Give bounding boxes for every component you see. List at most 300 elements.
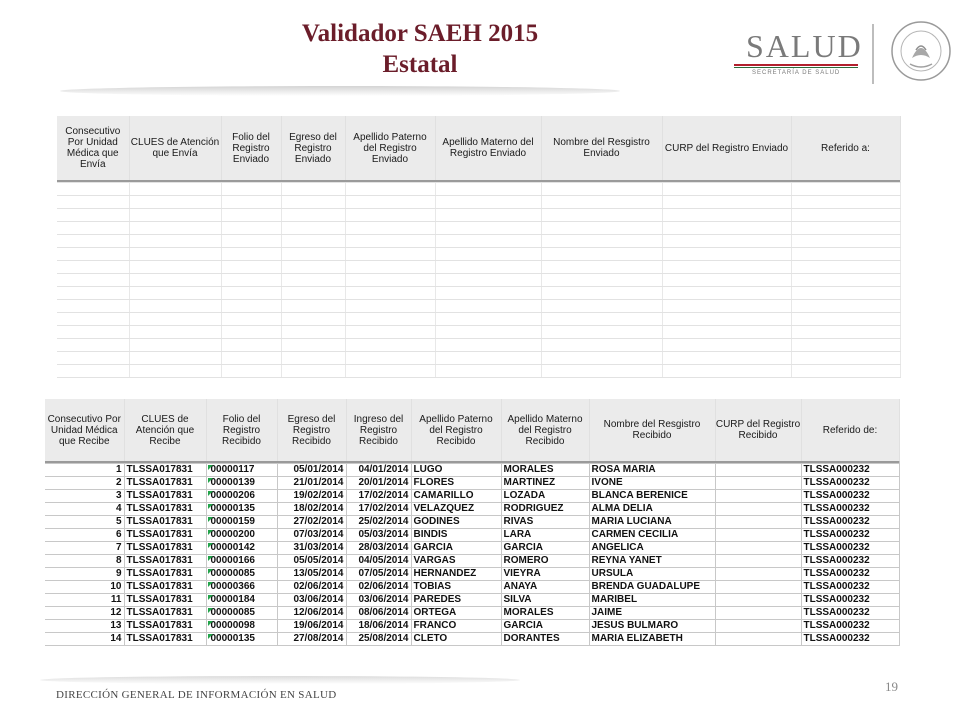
nombre-cell: CARMEN CECILIA <box>589 529 715 542</box>
empty-cell <box>57 209 129 222</box>
empty-cell <box>57 235 129 248</box>
empty-cell <box>435 196 541 209</box>
empty-cell <box>435 261 541 274</box>
clues-cell: TLSSA017831 <box>124 477 206 490</box>
empty-cell <box>221 274 281 287</box>
empty-cell <box>791 196 900 209</box>
apellido-materno-cell: DORANTES <box>501 633 589 646</box>
title-line-1: Validador SAEH 2015 <box>301 20 539 47</box>
row-number-cell: 5 <box>45 516 124 529</box>
sent-header-cell: Consecutivo Por Unidad Médica que Envía <box>57 116 129 180</box>
nombre-cell: REYNA YANET <box>589 555 715 568</box>
empty-cell <box>662 248 791 261</box>
sent-records-table <box>57 116 901 378</box>
empty-cell <box>541 196 662 209</box>
empty-cell <box>435 222 541 235</box>
empty-cell <box>435 183 541 196</box>
empty-cell <box>57 365 129 378</box>
table-row <box>57 196 900 209</box>
logo-wordmark: SALUD <box>746 28 863 64</box>
received-header-cell: Referido de: <box>801 399 899 461</box>
nombre-cell: ALMA DELIA <box>589 503 715 516</box>
clues-cell: TLSSA017831 <box>124 542 206 555</box>
referido-de-cell: TLSSA000232 <box>801 581 899 594</box>
empty-cell <box>662 196 791 209</box>
egreso-date-cell: 19/06/2014 <box>277 620 346 633</box>
table-row <box>45 490 899 503</box>
received-header-cell: Folio del Registro Recibido <box>206 399 277 461</box>
folio-cell <box>206 607 277 620</box>
empty-cell <box>791 313 900 326</box>
empty-cell <box>662 313 791 326</box>
empty-cell <box>541 209 662 222</box>
empty-cell <box>57 313 129 326</box>
apellido-paterno-cell: ORTEGA <box>411 607 501 620</box>
apellido-paterno-cell: CLETO <box>411 633 501 646</box>
sent-header-cell: Apellido Materno del Registro Enviado <box>435 116 541 180</box>
empty-cell <box>57 339 129 352</box>
curp-cell <box>715 607 801 620</box>
logo-green-line <box>734 67 858 68</box>
nombre-cell: URSULA <box>589 568 715 581</box>
folio-cell <box>206 594 277 607</box>
empty-cell <box>129 365 221 378</box>
nombre-cell: IVONE <box>589 477 715 490</box>
received-header-cell: Apellido Materno del Registro Recibido <box>501 399 589 461</box>
clues-cell: TLSSA017831 <box>124 464 206 477</box>
empty-cell <box>221 287 281 300</box>
empty-cell <box>541 222 662 235</box>
logo-red-line <box>734 64 858 66</box>
folio-cell <box>206 516 277 529</box>
row-number-cell: 4 <box>45 503 124 516</box>
received-header-cell: CLUES de Atención que Recibe <box>124 399 206 461</box>
empty-cell <box>791 339 900 352</box>
folio-value: 00000135 <box>210 633 255 644</box>
clues-cell: TLSSA017831 <box>124 503 206 516</box>
table-row <box>57 300 900 313</box>
empty-cell <box>791 235 900 248</box>
empty-cell <box>281 365 345 378</box>
table-row <box>45 620 899 633</box>
apellido-paterno-cell: FLORES <box>411 477 501 490</box>
empty-cell <box>435 313 541 326</box>
table-row <box>45 529 899 542</box>
ingreso-date-cell: 28/03/2014 <box>346 542 411 555</box>
egreso-date-cell: 18/02/2014 <box>277 503 346 516</box>
referido-de-cell: TLSSA000232 <box>801 477 899 490</box>
empty-cell <box>129 235 221 248</box>
sent-header-cell: CLUES de Atención que Envía <box>129 116 221 180</box>
table-row <box>57 287 900 300</box>
referido-de-cell: TLSSA000232 <box>801 607 899 620</box>
empty-cell <box>541 235 662 248</box>
empty-cell <box>281 339 345 352</box>
ingreso-date-cell: 03/06/2014 <box>346 594 411 607</box>
apellido-materno-cell: RIVAS <box>501 516 589 529</box>
empty-cell <box>791 326 900 339</box>
referido-de-cell: TLSSA000232 <box>801 633 899 646</box>
empty-cell <box>129 209 221 222</box>
page-number: 19 <box>885 679 898 694</box>
empty-cell <box>281 352 345 365</box>
ingreso-date-cell: 02/06/2014 <box>346 581 411 594</box>
apellido-materno-cell: ROMERO <box>501 555 589 568</box>
egreso-date-cell: 27/02/2014 <box>277 516 346 529</box>
empty-cell <box>221 352 281 365</box>
nombre-cell: ROSA MARIA <box>589 464 715 477</box>
empty-cell <box>281 274 345 287</box>
egreso-date-cell: 31/03/2014 <box>277 542 346 555</box>
empty-cell <box>221 261 281 274</box>
empty-cell <box>791 274 900 287</box>
nombre-cell: JESUS BULMARO <box>589 620 715 633</box>
empty-cell <box>345 339 435 352</box>
apellido-paterno-cell: HERNANDEZ <box>411 568 501 581</box>
table-row <box>57 248 900 261</box>
clues-cell: TLSSA017831 <box>124 490 206 503</box>
table-row <box>45 633 899 646</box>
cell-marker-icon <box>208 556 213 561</box>
folio-cell <box>206 620 277 633</box>
empty-cell <box>435 235 541 248</box>
egreso-date-cell: 07/03/2014 <box>277 529 346 542</box>
egreso-date-cell: 03/06/2014 <box>277 594 346 607</box>
empty-cell <box>345 183 435 196</box>
empty-cell <box>345 300 435 313</box>
curp-cell <box>715 477 801 490</box>
empty-cell <box>129 287 221 300</box>
empty-cell <box>281 313 345 326</box>
empty-cell <box>791 222 900 235</box>
ingreso-date-cell: 20/01/2014 <box>346 477 411 490</box>
empty-cell <box>345 352 435 365</box>
empty-cell <box>57 261 129 274</box>
apellido-paterno-cell: TOBIAS <box>411 581 501 594</box>
referido-de-cell: TLSSA000232 <box>801 594 899 607</box>
cell-marker-icon <box>208 634 213 639</box>
received-header-cell: CURP del Registro Recibido <box>715 399 801 461</box>
folio-value: 00000184 <box>210 594 255 605</box>
curp-cell <box>715 555 801 568</box>
sent-header-cell: Apellido Paterno del Registro Enviado <box>345 116 435 180</box>
nombre-cell: MARIBEL <box>589 594 715 607</box>
empty-cell <box>662 339 791 352</box>
folio-cell <box>206 490 277 503</box>
apellido-paterno-cell: GODINES <box>411 516 501 529</box>
empty-cell <box>791 183 900 196</box>
folio-cell <box>206 503 277 516</box>
table-row <box>57 222 900 235</box>
empty-cell <box>57 222 129 235</box>
folio-value: 00000135 <box>210 503 255 514</box>
apellido-materno-cell: MORALES <box>501 607 589 620</box>
row-number-cell: 10 <box>45 581 124 594</box>
sent-header-cell: CURP del Registro Enviado <box>662 116 791 180</box>
empty-cell <box>129 339 221 352</box>
empty-cell <box>345 274 435 287</box>
empty-cell <box>662 274 791 287</box>
empty-cell <box>281 326 345 339</box>
folio-cell <box>206 581 277 594</box>
empty-cell <box>662 352 791 365</box>
row-number-cell: 2 <box>45 477 124 490</box>
empty-cell <box>129 196 221 209</box>
empty-cell <box>345 248 435 261</box>
empty-cell <box>435 248 541 261</box>
empty-cell <box>221 196 281 209</box>
curp-cell <box>715 490 801 503</box>
empty-cell <box>221 209 281 222</box>
nombre-cell: BLANCA BERENICE <box>589 490 715 503</box>
clues-cell: TLSSA017831 <box>124 516 206 529</box>
received-header-cell: Apellido Paterno del Registro Recibido <box>411 399 501 461</box>
empty-cell <box>662 183 791 196</box>
folio-cell <box>206 529 277 542</box>
folio-value: 00000366 <box>210 581 255 592</box>
clues-cell: TLSSA017831 <box>124 568 206 581</box>
referido-de-cell: TLSSA000232 <box>801 464 899 477</box>
folio-cell <box>206 464 277 477</box>
cell-marker-icon <box>208 478 213 483</box>
empty-cell <box>129 261 221 274</box>
apellido-paterno-cell: VELAZQUEZ <box>411 503 501 516</box>
table-row <box>57 365 900 378</box>
empty-cell <box>221 222 281 235</box>
apellido-paterno-cell: GARCIA <box>411 542 501 555</box>
ingreso-date-cell: 17/02/2014 <box>346 503 411 516</box>
clues-cell: TLSSA017831 <box>124 594 206 607</box>
folio-value: 00000139 <box>210 477 255 488</box>
folio-value: 00000085 <box>210 568 255 579</box>
apellido-paterno-cell: PAREDES <box>411 594 501 607</box>
ingreso-date-cell: 08/06/2014 <box>346 607 411 620</box>
empty-cell <box>281 196 345 209</box>
table-row <box>45 568 899 581</box>
apellido-materno-cell: MORALES <box>501 464 589 477</box>
row-number-cell: 9 <box>45 568 124 581</box>
nombre-cell: ANGELICA <box>589 542 715 555</box>
apellido-materno-cell: ANAYA <box>501 581 589 594</box>
empty-cell <box>281 183 345 196</box>
folio-value: 00000142 <box>210 542 255 553</box>
sent-header-cell: Nombre del Resgistro Enviado <box>541 116 662 180</box>
empty-cell <box>221 326 281 339</box>
referido-de-cell: TLSSA000232 <box>801 555 899 568</box>
empty-cell <box>57 274 129 287</box>
ingreso-date-cell: 25/02/2014 <box>346 516 411 529</box>
empty-cell <box>435 339 541 352</box>
table-row <box>45 464 899 477</box>
table-row <box>45 594 899 607</box>
egreso-date-cell: 12/06/2014 <box>277 607 346 620</box>
empty-cell <box>541 261 662 274</box>
table-row <box>45 555 899 568</box>
empty-cell <box>662 235 791 248</box>
cell-marker-icon <box>208 608 213 613</box>
salud-logo <box>728 20 953 88</box>
cell-marker-icon <box>208 530 213 535</box>
empty-cell <box>281 209 345 222</box>
table-row <box>57 209 900 222</box>
egreso-date-cell: 05/05/2014 <box>277 555 346 568</box>
nombre-cell: MARIA ELIZABETH <box>589 633 715 646</box>
row-number-cell: 7 <box>45 542 124 555</box>
folio-value: 00000166 <box>210 555 255 566</box>
ingreso-date-cell: 05/03/2014 <box>346 529 411 542</box>
empty-cell <box>791 352 900 365</box>
nombre-cell: MARIA LUCIANA <box>589 516 715 529</box>
empty-cell <box>57 196 129 209</box>
egreso-date-cell: 02/06/2014 <box>277 581 346 594</box>
cell-marker-icon <box>208 543 213 548</box>
empty-cell <box>221 313 281 326</box>
table-row <box>57 326 900 339</box>
curp-cell <box>715 594 801 607</box>
empty-cell <box>345 313 435 326</box>
table-row <box>57 183 900 196</box>
empty-cell <box>345 235 435 248</box>
apellido-paterno-cell: BINDIS <box>411 529 501 542</box>
empty-cell <box>662 261 791 274</box>
apellido-materno-cell: VIEYRA <box>501 568 589 581</box>
table-row <box>45 607 899 620</box>
empty-cell <box>791 365 900 378</box>
curp-cell <box>715 464 801 477</box>
empty-cell <box>345 365 435 378</box>
referido-de-cell: TLSSA000232 <box>801 529 899 542</box>
sent-header-cell: Folio del Registro Enviado <box>221 116 281 180</box>
cell-marker-icon <box>208 621 213 626</box>
table-row <box>45 516 899 529</box>
apellido-paterno-cell: FRANCO <box>411 620 501 633</box>
empty-cell <box>57 248 129 261</box>
empty-cell <box>57 352 129 365</box>
curp-cell <box>715 503 801 516</box>
title-line-2: Estatal <box>382 51 458 78</box>
empty-cell <box>541 248 662 261</box>
empty-cell <box>281 287 345 300</box>
curp-cell <box>715 516 801 529</box>
logo-separator <box>872 24 874 84</box>
empty-cell <box>57 183 129 196</box>
received-header-cell: Ingreso del Registro Recibido <box>346 399 411 461</box>
clues-cell: TLSSA017831 <box>124 633 206 646</box>
empty-cell <box>662 209 791 222</box>
empty-cell <box>791 287 900 300</box>
curp-cell <box>715 633 801 646</box>
empty-cell <box>345 222 435 235</box>
table-row <box>57 235 900 248</box>
cell-marker-icon <box>208 465 213 470</box>
footer-text: DIRECCIÓN GENERAL DE INFORMACIÓN EN SALUD <box>56 689 337 701</box>
curp-cell <box>715 581 801 594</box>
received-header-cell: Nombre del Resgistro Recibido <box>589 399 715 461</box>
table-row <box>57 313 900 326</box>
row-number-cell: 3 <box>45 490 124 503</box>
sent-header-cell: Egreso del Registro Enviado <box>281 116 345 180</box>
apellido-materno-cell: RODRIGUEZ <box>501 503 589 516</box>
referido-de-cell: TLSSA000232 <box>801 568 899 581</box>
clues-cell: TLSSA017831 <box>124 607 206 620</box>
clues-cell: TLSSA017831 <box>124 555 206 568</box>
referido-de-cell: TLSSA000232 <box>801 490 899 503</box>
folio-cell <box>206 542 277 555</box>
empty-cell <box>662 365 791 378</box>
folio-value: 00000117 <box>210 464 255 475</box>
row-number-cell: 14 <box>45 633 124 646</box>
apellido-materno-cell: LARA <box>501 529 589 542</box>
logo-subtitle: SECRETARÍA DE SALUD <box>752 70 841 76</box>
empty-cell <box>791 261 900 274</box>
referido-de-cell: TLSSA000232 <box>801 542 899 555</box>
empty-cell <box>129 300 221 313</box>
folio-value: 00000200 <box>210 529 255 540</box>
empty-cell <box>662 287 791 300</box>
apellido-paterno-cell: VARGAS <box>411 555 501 568</box>
empty-cell <box>281 222 345 235</box>
empty-cell <box>541 287 662 300</box>
cell-marker-icon <box>208 595 213 600</box>
empty-cell <box>541 339 662 352</box>
egreso-date-cell: 21/01/2014 <box>277 477 346 490</box>
egreso-date-cell: 05/01/2014 <box>277 464 346 477</box>
folio-value: 00000098 <box>210 620 255 631</box>
ingreso-date-cell: 25/08/2014 <box>346 633 411 646</box>
empty-cell <box>221 339 281 352</box>
folio-value: 00000159 <box>210 516 255 527</box>
referido-de-cell: TLSSA000232 <box>801 620 899 633</box>
table-row <box>57 352 900 365</box>
clues-cell: TLSSA017831 <box>124 620 206 633</box>
empty-cell <box>57 287 129 300</box>
row-number-cell: 13 <box>45 620 124 633</box>
empty-cell <box>129 222 221 235</box>
empty-cell <box>435 287 541 300</box>
table-row <box>57 339 900 352</box>
empty-cell <box>345 209 435 222</box>
empty-cell <box>129 183 221 196</box>
folio-value: 00000206 <box>210 490 255 501</box>
empty-cell <box>57 326 129 339</box>
table-row <box>57 274 900 287</box>
folio-cell <box>206 568 277 581</box>
received-header-cell: Consecutivo Por Unidad Médica que Recibe <box>45 399 124 461</box>
table-row <box>45 503 899 516</box>
curp-cell <box>715 542 801 555</box>
empty-cell <box>541 352 662 365</box>
ingreso-date-cell: 17/02/2014 <box>346 490 411 503</box>
ingreso-date-cell: 04/01/2014 <box>346 464 411 477</box>
apellido-materno-cell: GARCIA <box>501 542 589 555</box>
folio-value: 00000085 <box>210 607 255 618</box>
empty-cell <box>791 300 900 313</box>
received-table-header-row <box>45 399 899 461</box>
cell-marker-icon <box>208 504 213 509</box>
cell-marker-icon <box>208 569 213 574</box>
empty-cell <box>662 222 791 235</box>
curp-cell <box>715 568 801 581</box>
empty-cell <box>435 352 541 365</box>
table-row <box>45 581 899 594</box>
empty-cell <box>57 300 129 313</box>
received-header-cell: Egreso del Registro Recibido <box>277 399 346 461</box>
slide-title <box>220 18 620 80</box>
sent-table-header-row <box>57 116 900 180</box>
empty-cell <box>435 365 541 378</box>
empty-cell <box>281 300 345 313</box>
empty-cell <box>541 274 662 287</box>
